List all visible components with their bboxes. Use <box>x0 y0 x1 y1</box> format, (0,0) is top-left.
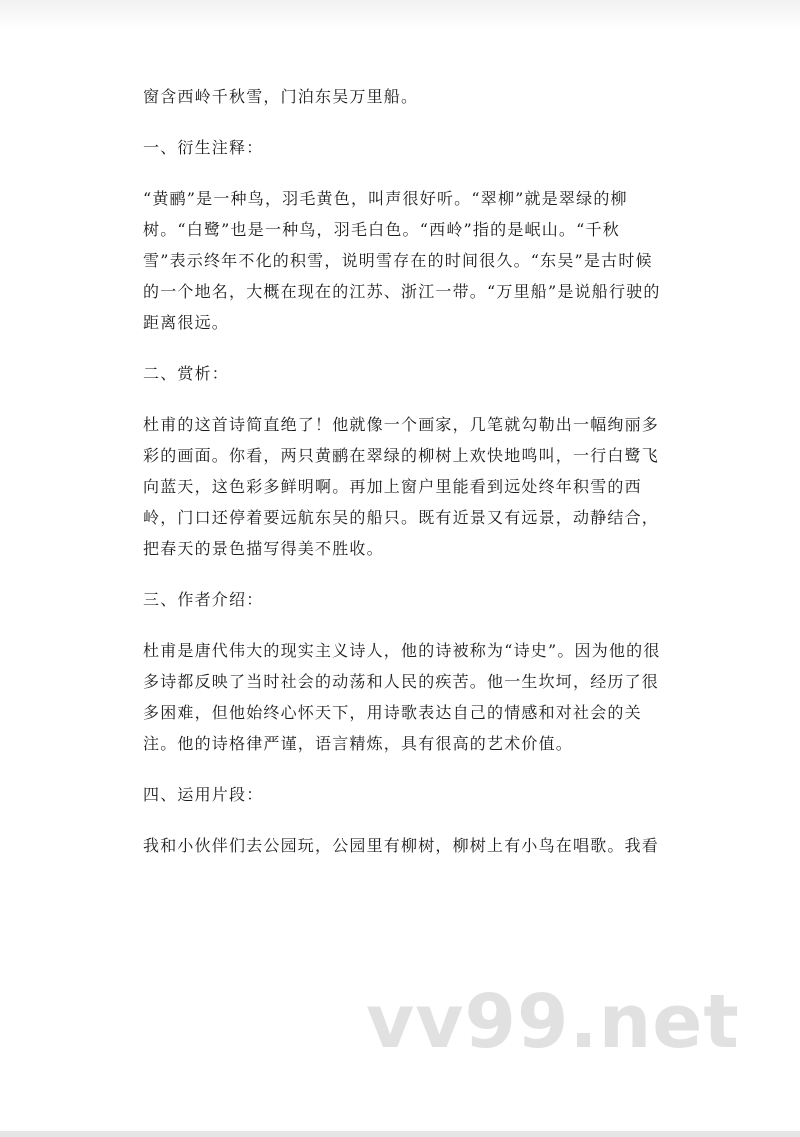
section-heading-usage: 四、运用片段： <box>143 785 264 804</box>
section-body-author: 杜甫是唐代伟大的现实主义诗人，他的诗被称为“诗史”。因为他的很多诗都反映了当时社会的动荡和人民的疾苦。他一生坎坷，经历了很多困难，但他始终心怀天下，用诗歌表达自己的情感和对社会的关注。他的诗格律严谨，语言精炼，具有很高的艺术价值。 <box>143 641 661 753</box>
page-top-shade <box>0 0 800 30</box>
watermark: vv99.net <box>366 979 740 1065</box>
section-heading-author: 三、作者介绍： <box>143 590 264 609</box>
section-body-usage: 我和小伙伴们去公园玩，公园里有柳树，柳树上有小鸟在唱歌。我看 <box>143 836 660 855</box>
document-content <box>143 81 663 881</box>
section-body-notes: “黄鹂”是一种鸟，羽毛黄色，叫声很好听。“翠柳”就是翠绿的柳树。“白鹭”也是一种鸟，羽毛白色。“西岭”指的是岷山。“千秋雪”表示终年不化的积雪，说明雪存在的时间很久。“东吴”是古时候的一个地名，大概在现在的江苏、浙江一带。“万里船”是说船行驶的距离很远。 <box>143 189 661 332</box>
section-body-appreciation: 杜甫的这首诗简直绝了！他就像一个画家，几笔就勾勒出一幅绚丽多彩的画面。你看，两只黄鹂在翠绿的柳树上欢快地鸣叫，一行白鹭飞向蓝天，这色彩多鲜明啊。再加上窗户里能看到远处终年积雪的西岭，门口还停着要远航东吴的船只。既有近景又有远景，动静结合，把春天的景色描写得美不胜收。 <box>143 415 660 558</box>
poem-line: 窗含西岭千秋雪，门泊东吴万里船。 <box>143 87 419 106</box>
section-heading-appreciation: 二、赏析： <box>143 364 230 383</box>
section-heading-notes: 一、衍生注释： <box>143 138 264 157</box>
page-bottom-edge <box>0 1131 800 1137</box>
